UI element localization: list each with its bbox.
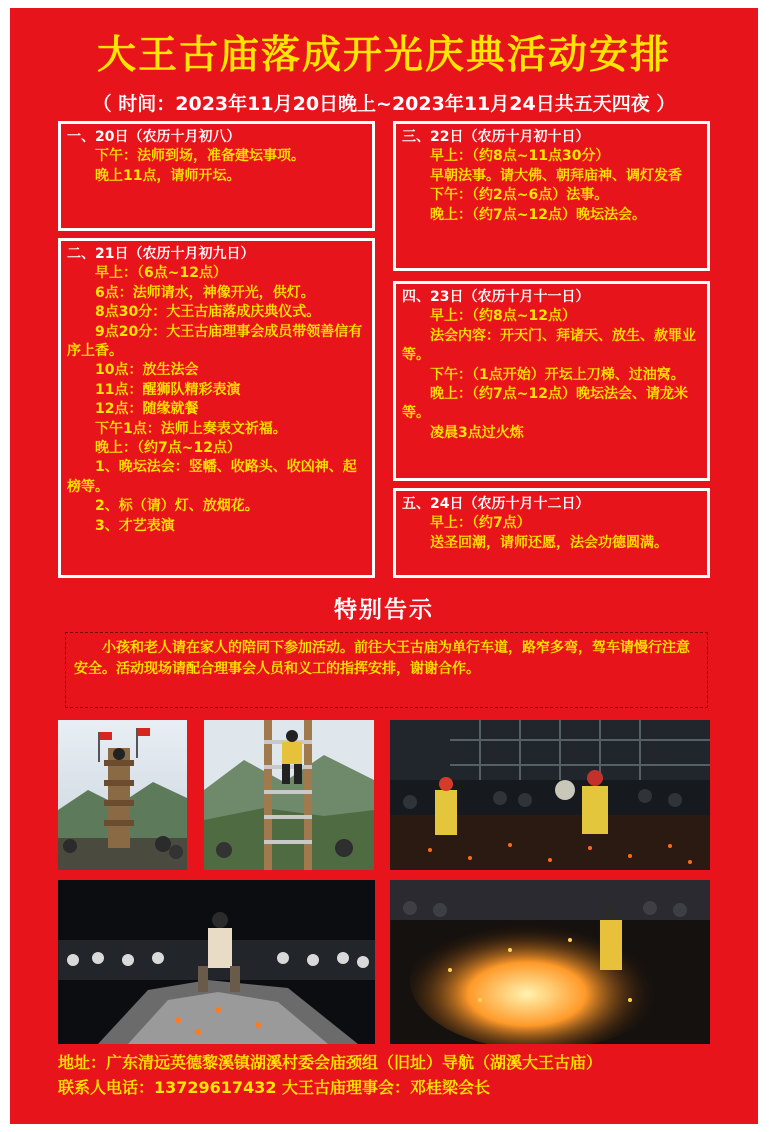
schedule-line: 2、标（请）灯、放烟花。 xyxy=(95,498,259,515)
schedule-line: 晚上：（约7点~12点）晚坛法会。 xyxy=(430,206,646,223)
schedule-line: 12点：随缘就餐 xyxy=(95,401,199,418)
schedule-line: 早朝法事。请大佛、朝拜庙神、调灯发香 xyxy=(430,167,682,184)
schedule-day-23 xyxy=(393,281,710,481)
day-heading: 五、24日（农历十月十二日） xyxy=(402,496,590,512)
schedule-line: 下午：（约2点~6点）法事。 xyxy=(430,187,609,204)
schedule-line: 10点：放生法会 xyxy=(95,362,199,379)
schedule-line: 9点20分：大王古庙理事会成员带领善信有序上香。 xyxy=(67,323,363,360)
event-dates: （ 时间：2023年11月20日晚上~2023年11月24日共五天四夜 ） xyxy=(92,93,676,115)
day-heading: 四、23日（农历十月十一日） xyxy=(402,289,590,305)
poster-title: 大王古庙落成开光庆典活动安排 xyxy=(96,33,671,78)
schedule-line: 6点：法师请水，神像开光，供灯。 xyxy=(95,284,315,301)
photo-fire-walk xyxy=(58,880,375,1044)
schedule-day-20 xyxy=(58,121,375,231)
schedule-line: 3、才艺表演 xyxy=(95,517,175,534)
schedule-line: 8点30分：大王古庙落成庆典仪式。 xyxy=(95,304,321,321)
schedule-line: 早上：（约8点~12点） xyxy=(430,308,576,325)
photo-night-ritual xyxy=(390,720,710,870)
schedule-line: 下午：法师到场，准备建坛事项。 xyxy=(95,148,305,165)
schedule-line: 下午1点：法师上奏表文祈福。 xyxy=(95,420,287,437)
photo-ritual-pole xyxy=(58,720,187,870)
schedule-line: 早上：（约7点） xyxy=(430,515,531,532)
day-heading: 三、22日（农历十月初十日） xyxy=(402,129,590,145)
schedule-line: 送圣回潮，请师还愿，法会功德圆满。 xyxy=(430,534,668,551)
schedule-line: 晚上：（约7点~12点）晚坛法会、请龙米等。 xyxy=(402,386,688,422)
schedule-line: 早上：（6点~12点） xyxy=(95,265,227,282)
schedule-line: 凌晨3点过火炼 xyxy=(430,424,524,441)
notice-title: 特别告示 xyxy=(334,597,434,623)
schedule-line: 1、晚坛法会：竖幡、收路头、收凶神、起榜等。 xyxy=(67,459,357,495)
contact-line: 联系人电话：13729617432 大王古庙理事会：邓桂梁会长 xyxy=(58,1078,491,1097)
photo-fire-flames xyxy=(390,880,710,1044)
schedule-line: 下午：（1点开始）开坛上刀梯、过油窝。 xyxy=(430,366,685,383)
address-line: 地址：广东清远英德黎溪镇湖溪村委会庙颈组（旧址）导航（湖溪大王古庙） xyxy=(58,1053,603,1072)
schedule-day-22 xyxy=(393,121,710,271)
schedule-line: 晚上：（约7点~12点） xyxy=(95,440,241,457)
poster xyxy=(10,8,758,1124)
schedule-day-21 xyxy=(58,238,375,578)
day-heading: 一、20日（农历十月初八） xyxy=(67,129,241,145)
schedule-day-24 xyxy=(393,488,710,578)
schedule-line: 早上：（约8点~11点30分） xyxy=(430,148,610,165)
notice-text: 小孩和老人请在家人的陪同下参加活动。前往大王古庙为单行车道，路窄多弯，驾车请慢行注意安全。活动现场请配合理事会人员和义工的指挥安排，谢谢合作。 xyxy=(65,632,708,708)
photo-blade-ladder xyxy=(204,720,374,870)
schedule-line: 11点：醒狮队精彩表演 xyxy=(95,381,241,398)
day-heading: 二、21日（农历十月初九日） xyxy=(67,246,255,262)
schedule-line: 晚上11点，请师开坛。 xyxy=(95,167,241,184)
schedule-line: 法会内容：开天门、拜诸天、放生、赦罪业等。 xyxy=(402,327,696,364)
